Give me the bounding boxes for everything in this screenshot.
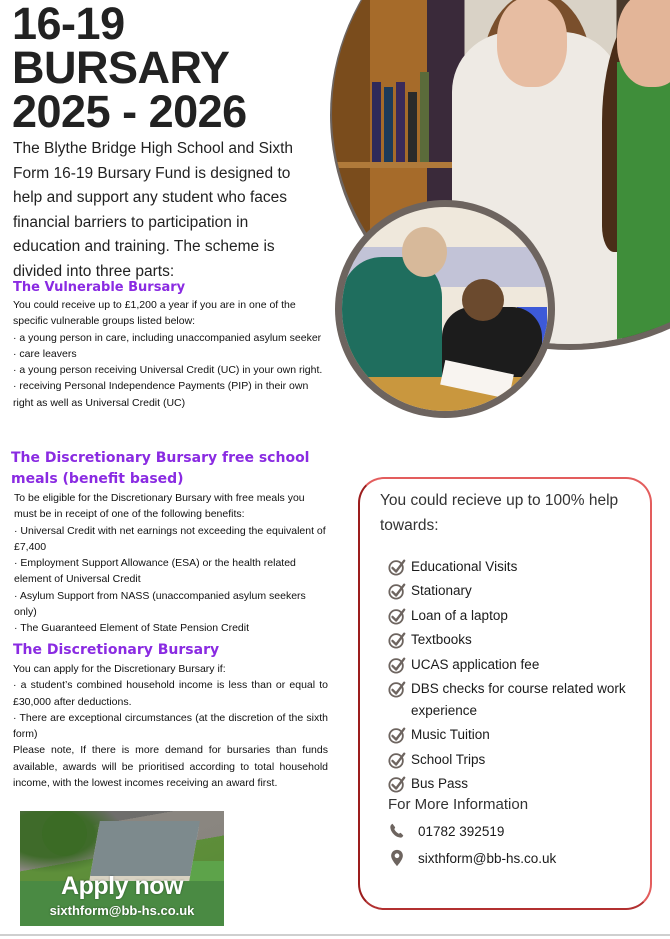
section-body [13, 661, 328, 791]
apply-now-banner[interactable] [20, 811, 224, 926]
title-line-2: BURSARY [12, 42, 230, 93]
book [372, 82, 381, 162]
help-towards-box [358, 477, 652, 910]
more-info-title: For More Information [388, 796, 529, 813]
student-face [617, 0, 670, 87]
tree [42, 811, 87, 856]
section-line: Please note, If there is more demand for bursaries than funds available, awards will be prioritised according to total household income, with the lowest incomes receiving an award first. [13, 744, 328, 790]
help-item-label: School Trips [411, 751, 486, 767]
contact-email[interactable] [388, 849, 556, 867]
section-line: To be eligible for the Discretionary Bursary with free meals you must be in receipt of one of the following benefits: [14, 492, 305, 521]
check-circle-icon [388, 607, 406, 625]
list-item [388, 580, 648, 602]
check-circle-icon [388, 656, 406, 674]
section-line: · Employment Support Allowance (ESA) or the health related element of Universal Credit [14, 557, 296, 586]
section-heading: The Vulnerable Bursary [13, 280, 186, 295]
check-circle-icon [388, 582, 406, 600]
title-line-3: 2025 - 2026 [12, 86, 247, 137]
title-line-1: 16-19 [12, 0, 125, 49]
section-body [13, 297, 328, 411]
student-face [497, 0, 567, 87]
book [384, 87, 393, 162]
free-school-meals-bursary-section [11, 448, 326, 637]
section-line: · a student’s combined household income is less than or equal to £30,000 after deductions. [13, 679, 328, 708]
email-address[interactable]: sixthform@bb-hs.co.uk [418, 850, 557, 866]
list-item [388, 605, 648, 627]
phone-number[interactable]: 01782 392519 [418, 823, 505, 839]
page-bottom-divider [0, 934, 670, 936]
help-item-label: Loan of a laptop [411, 607, 508, 623]
section-line: · There are exceptional circumstances (at the discretion of the sixth form) [13, 711, 328, 741]
list-item [388, 629, 648, 651]
intro-paragraph: The Blythe Bridge High School and Sixth Form 16-19 Bursary Fund is designed to help and support any student who faces financial barriers to participation in education and training. The scheme is divided into three parts: [13, 140, 294, 280]
bookshelf [332, 162, 462, 168]
section-line: · care leavers [13, 347, 77, 360]
check-circle-icon [388, 775, 406, 793]
apply-now-title: Apply now [61, 872, 183, 900]
phone-icon [388, 822, 406, 840]
discretionary-bursary-section [13, 640, 328, 791]
list-item [388, 678, 648, 722]
help-item-label: UCAS application fee [411, 656, 540, 672]
check-circle-icon [388, 558, 406, 576]
help-item-label: Stationary [411, 583, 472, 599]
vulnerable-bursary-section [13, 278, 328, 411]
book [396, 82, 405, 162]
page-title [12, 0, 247, 137]
help-item-label: Textbooks [411, 632, 472, 648]
book [408, 92, 417, 162]
help-items-list [388, 556, 648, 798]
list-item [388, 556, 648, 578]
teacher-head [402, 227, 447, 277]
school-building [90, 821, 200, 876]
section-body [11, 490, 326, 637]
location-pin-icon [388, 849, 406, 867]
list-item [388, 773, 648, 795]
check-circle-icon [388, 726, 406, 744]
help-box-title: You could recieve up to 100% help towards: [380, 492, 619, 534]
list-item [388, 724, 648, 746]
section-line: · a young person receiving Universal Credit (UC) in your own right. [13, 364, 323, 377]
section-line: · Asylum Support from NASS (unaccompanied asylum seekers only) [14, 589, 306, 619]
list-item [388, 749, 648, 771]
section-line: · receiving Personal Independence Payments (PIP) in their own right as well as Universal Credit (UC) [13, 380, 309, 409]
help-item-label: Educational Visits [411, 559, 518, 574]
teacher-student-photo [335, 200, 555, 418]
teacher-student-photo-image [342, 207, 548, 411]
check-circle-icon [388, 680, 406, 698]
student-2 [617, 62, 670, 344]
contact-phone[interactable] [388, 822, 504, 840]
section-line: You could receive up to £1,200 a year if you are in one of the specific vulnerable groups listed below: [13, 299, 296, 328]
list-item [388, 654, 648, 676]
section-line: · Universal Credit with net earnings not exceeding the equivalent of £7,400 [14, 524, 326, 553]
help-item-label: DBS checks for course related work experience [411, 680, 626, 718]
section-line: · a young person in care, including unaccompanied asylum seeker [13, 331, 322, 344]
section-line: You can apply for the Discretionary Bursary if: [13, 663, 226, 675]
book [420, 72, 429, 162]
section-heading: The Discretionary Bursary free school meals (benefit based) [11, 450, 310, 487]
apply-email-link[interactable]: sixthform@bb-hs.co.uk [49, 903, 195, 918]
section-line: · The Guaranteed Element of State Pension Credit [14, 622, 250, 635]
help-item-label: Music Tuition [411, 727, 490, 743]
check-circle-icon [388, 751, 406, 769]
help-item-label: Bus Pass [411, 776, 469, 792]
section-heading: The Discretionary Bursary [13, 642, 220, 658]
student-head [462, 279, 504, 321]
check-circle-icon [388, 631, 406, 649]
